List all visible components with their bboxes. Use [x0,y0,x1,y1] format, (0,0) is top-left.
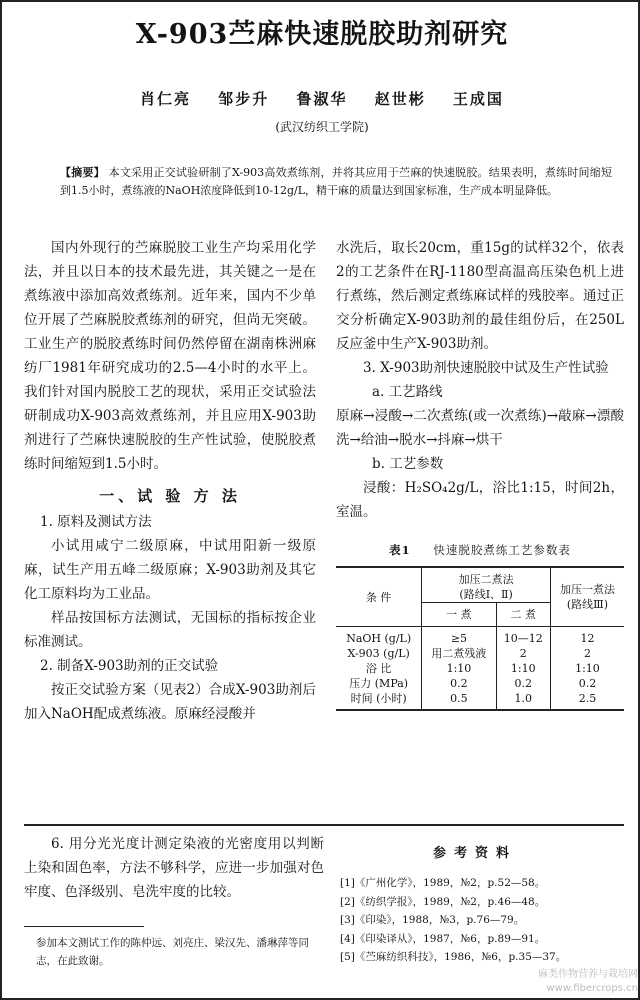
table-header-group-title: 加压二煮法 [458,573,514,586]
table-cell: 1.0 [496,691,550,710]
reference-item: [4]《印染译从》，1987，№6，p.89—91。 [340,932,546,945]
references-title: 参考资料 [432,846,517,861]
table-header-first: 一 煮 [422,603,496,627]
table-cell: NaOH (g/L) [346,632,412,645]
reference-item: [1]《广州化学》，1989，№2，p.52—58。 [340,877,546,889]
intro-paragraph: 国内外现行的苎麻脱胶工业生产均采用化学法，并且以日本的技术最先进，其关键之一是在煮练液中添加高效煮练剂。近年来，国内不少单位开展了苎麻脱胶煮练剂的研究，但尚无突破。工业生产的脱胶煮练时间仍然停留在湖南株洲麻纺厂1981年研究成功的2.5—4小时的水平上。我们针对国内脱胶工艺的现状，采用正交试验法研制成功X-903高效煮练剂，并且应用X-903助剂进行了苎麻快速脱胶的生产性试验，使脱胶煮练时间缩短到1.5小时。 [24,240,316,472]
materials-paragraph: 小试用咸宁二级原麻，中试用阳新一级原麻，试生产用五峰二级原麻；X-903助剂及其它化工原料均为工业品。 [24,538,316,602]
section-heading-methods: 一、试 验 方 法 [99,487,241,505]
process-table [336,566,624,711]
table-row [336,691,624,710]
table-caption-text: 快速脱胶煮练工艺参数表 [433,543,571,557]
left-column [24,236,316,726]
acknowledgement-footnote: 参加本文测试工作的陈仲远、刘亮庄、梁汉先、潘琳萍等同志，在此致谢。 [36,937,309,967]
table-cell: 1:10 [422,661,496,676]
table-cell: 12 [550,627,624,647]
reference-item: [5]《苎麻纺织科技》，1986，№6，p.35—37。 [340,951,567,963]
site-watermark: 麻类作物营养与栽培网 www.fibercrops.cn [538,969,638,994]
table-header-single [550,567,624,627]
table-cell: 时间 (小时) [336,691,422,710]
table-cell: 1:10 [550,661,624,676]
table-cell: 2 [550,646,624,661]
continued-paragraph: 水洗后，取长20cm，重15g的试样32个，依表2的工艺条件在RJ-1180型高温高压染色机上进行煮练，然后测定煮练麻试样的残胶率。通过正交分析确定X-903助剂的最佳组份后，在250L反应釜中生产X-903助剂。 [336,240,624,352]
table-header-group-sub: (路线Ⅰ、Ⅱ) [459,588,513,601]
table-cell: 2.5 [550,691,624,710]
table-row [336,646,624,661]
author-list: 肖仁亮 邹步升 鲁淑华 赵世彬 王成国 [140,90,504,108]
process-route: 原麻→浸酸→二次煮练(或一次煮练)→敲麻→漂酸洗→给油→脱水→抖麻→烘干 [336,408,624,448]
table-header-group [422,567,551,603]
table-caption [336,538,624,562]
table-cell: 浴 比 [365,662,392,675]
table-cell: 用二煮残液 [422,646,496,661]
subsection-heading-route: a. 工艺路线 [372,384,443,400]
table-header-single-title: 加压一煮法 [559,583,615,596]
paper-title: X-903苎麻快速脱胶助剂研究 [135,19,509,50]
table-row [336,661,624,676]
table-row [336,676,624,691]
reference-item: [2]《纺织学报》，1989，№2，p.46—48。 [340,895,546,908]
table-label: 表1 [389,543,411,557]
table-cell: 0.2 [422,676,496,691]
subsection-heading-orthogonal: 2. 制备X-903助剂的正交试验 [40,658,219,674]
item-six-paragraph: 6. 用分光光度计测定染液的光密度用以判断上染和固色率，方法不够科学，应进一步加强对色牢度、色泽级别、皂洗牢度的比较。 [24,836,324,900]
testing-paragraph: 样品按国标方法测试，无国标的指标按企业标准测试。 [24,610,316,650]
table-cell: 10—12 [496,627,550,647]
abstract [60,164,612,200]
table-cell: 0.5 [422,691,496,710]
table-cell: 0.2 [550,676,624,691]
table-cell: ≥5 [422,627,496,647]
bottom-left-text [24,832,324,904]
table-cell: 压力 (MPa) [349,677,409,690]
orthogonal-paragraph: 按正交试验方案（见表2）合成X-903助剂后加入NaOH配成煮练液。原麻经浸酸并 [24,682,316,722]
table-header-single-sub: (路线Ⅲ) [566,598,609,611]
table-row [336,627,624,647]
table-cell: 2 [496,646,550,661]
subsection-heading-pilot: 3. X-903助剂快速脱胶中试及生产性试验 [363,360,609,376]
acid-params: 浸酸：H₂SO₄2g/L，浴比1:15，时间2h，室温。 [336,480,624,520]
table-cell: 0.2 [496,676,550,691]
table-cell: 1:10 [496,661,550,676]
reference-item: [3]《印染》，1988，№3，p.76—79。 [340,914,525,926]
reference-list [340,874,624,967]
abstract-text: 本文采用正交试验研制了X-903高效煮练剂，并将其应用于苎麻的快速脱胶。结果表明，煮练时间缩短到1.5小时，煮练液的NaOH浓度降低到10-12g/L，精干麻的质量达到国家标准，生产成本明显降低。 [60,166,613,197]
section-divider [24,824,624,826]
table-header-second: 二 煮 [496,603,550,627]
subsection-heading-params: b. 工艺参数 [372,456,444,472]
footnote-divider [24,926,144,927]
right-column [336,236,624,711]
table-header-condition: 条 件 [336,567,422,627]
table-cell: X-903 (g/L) [347,647,410,660]
abstract-tag: 【摘要】 [60,166,105,179]
subsection-heading-materials: 1. 原料及测试方法 [40,514,152,530]
affiliation: (武汉纺织工学院) [275,120,369,134]
